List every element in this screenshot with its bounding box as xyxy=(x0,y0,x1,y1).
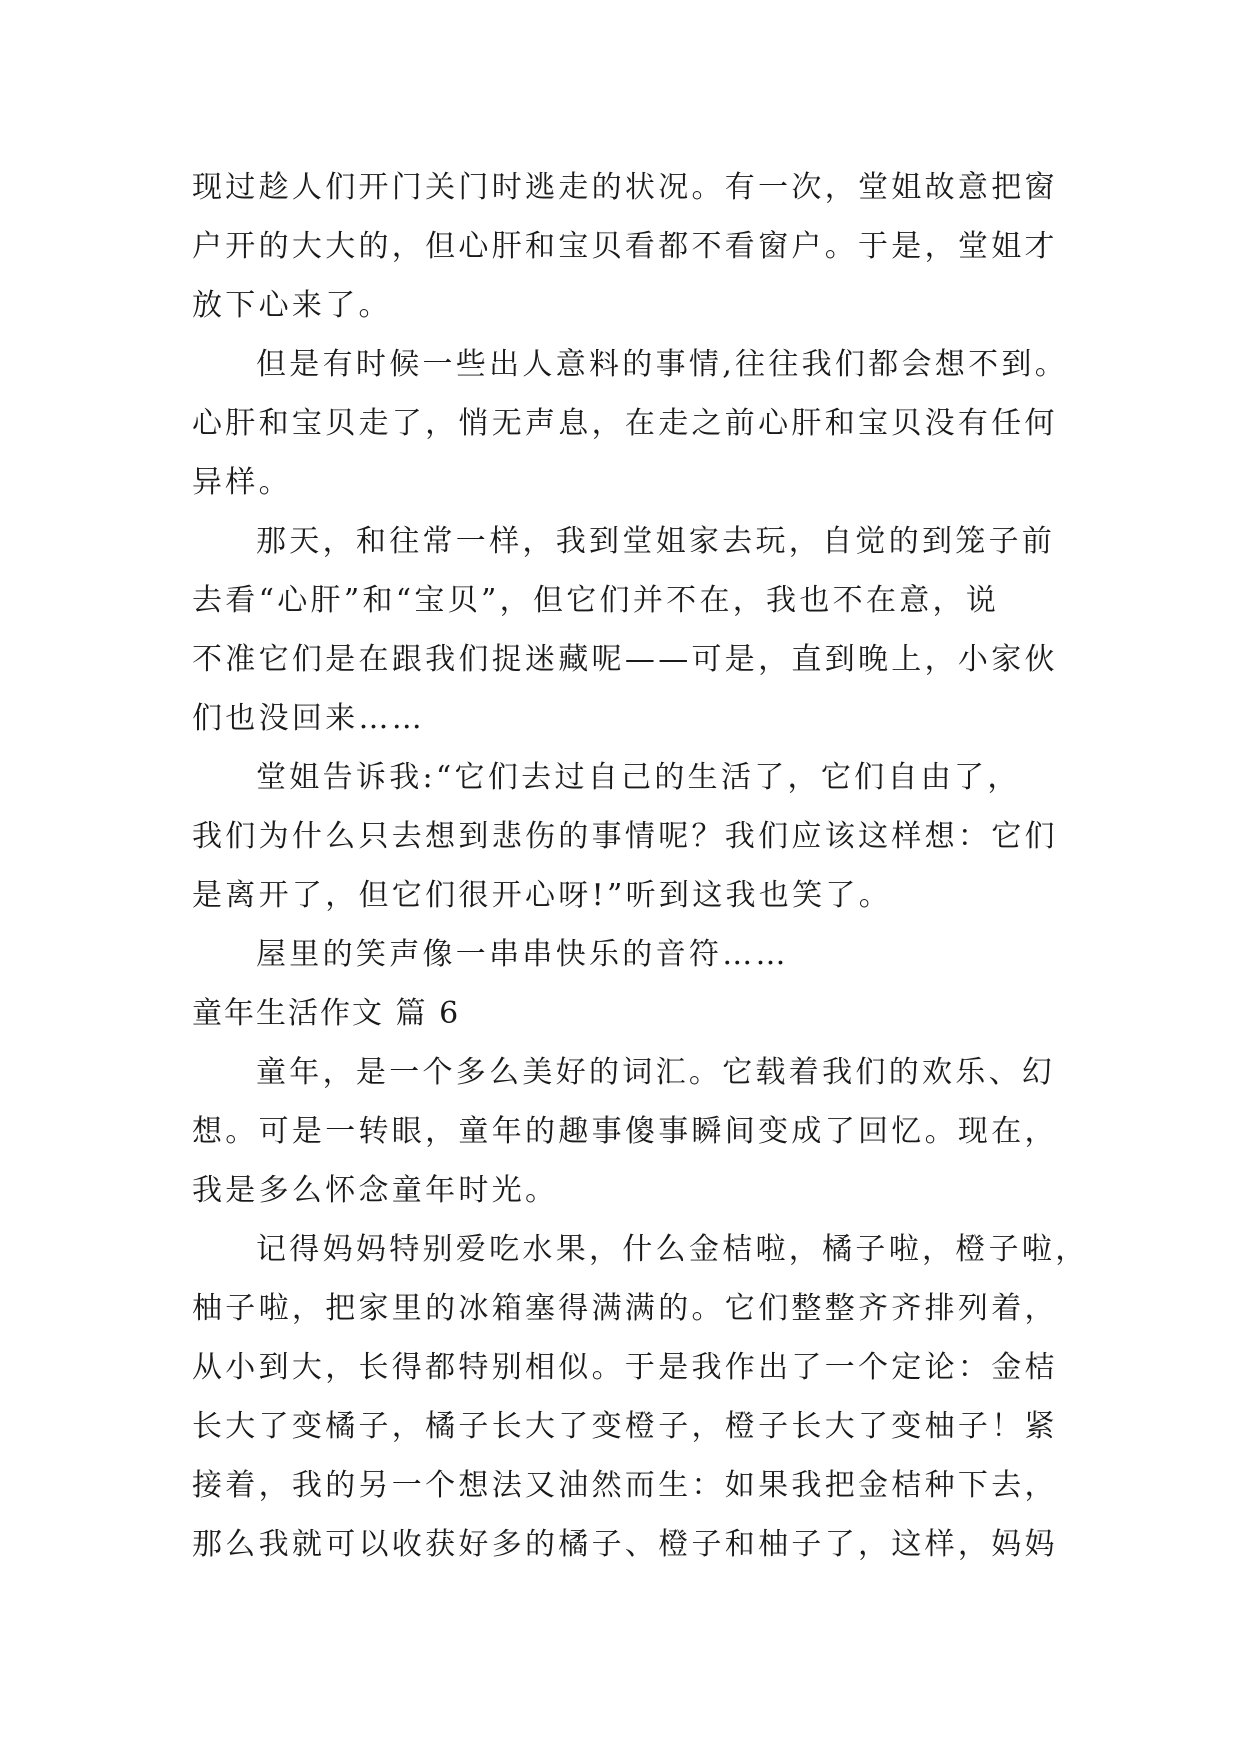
text-line: 但是有时候一些出人意料的事情,往往我们都会想不到。 xyxy=(256,347,1069,382)
text-line: 是离开了，但它们很开心呀!”听到这我也笑了。 xyxy=(192,878,892,913)
text-line: 记得妈妈特别爱吃水果，什么金桔啦，橘子啦，橙子啦， xyxy=(256,1232,1089,1267)
text-line: 异样。 xyxy=(192,465,292,500)
text-line: 我们为什么只去想到悲伤的事情呢？我们应该这样想：它们 xyxy=(192,819,1058,854)
text-line: 不准它们是在跟我们捉迷藏呢——可是，直到晚上，小家伙 xyxy=(192,642,1058,677)
text-line: 户开的大大的，但心肝和宝贝看都不看窗户。于是，堂姐才 xyxy=(192,229,1058,264)
text-line: 从小到大，长得都特别相似。于是我作出了一个定论：金桔 xyxy=(192,1350,1058,1385)
text-line: 心肝和宝贝走了，悄无声息，在走之前心肝和宝贝没有任何 xyxy=(192,406,1058,441)
text-line: 放下心来了。 xyxy=(192,288,392,323)
text-line: 那天，和往常一样，我到堂姐家去玩，自觉的到笼子前 xyxy=(256,524,1056,559)
text-line: 我是多么怀念童年时光。 xyxy=(192,1173,559,1208)
text-line: 那么我就可以收获好多的橘子、橙子和柚子了，这样，妈妈 xyxy=(192,1527,1058,1562)
text-line: 童年，是一个多么美好的词汇。它载着我们的欢乐、幻 xyxy=(256,1055,1056,1090)
text-line: 现过趁人们开门关门时逃走的状况。有一次，堂姐故意把窗 xyxy=(192,170,1058,205)
text-line: 长大了变橘子，橘子长大了变橙子，橙子长大了变柚子！紧 xyxy=(192,1409,1058,1444)
text-line: 接着，我的另一个想法又油然而生：如果我把金桔种下去， xyxy=(192,1468,1058,1503)
section-heading: 童年生活作文 篇 6 xyxy=(192,996,461,1031)
text-line: 屋里的笑声像一串串快乐的音符…… xyxy=(256,937,789,972)
text-line: 想。可是一转眼，童年的趣事傻事瞬间变成了回忆。现在， xyxy=(192,1114,1058,1149)
text-line: 柚子啦，把家里的冰箱塞得满满的。它们整整齐齐排列着， xyxy=(192,1291,1058,1326)
text-line: 堂姐告诉我:“它们去过自己的生活了，它们自由了， xyxy=(256,760,1021,795)
document-body xyxy=(192,158,1089,1574)
text-line: 们也没回来…… xyxy=(192,701,426,736)
text-line: 去看“心肝”和“宝贝”，但它们并不在，我也不在意，说 xyxy=(192,583,1000,618)
